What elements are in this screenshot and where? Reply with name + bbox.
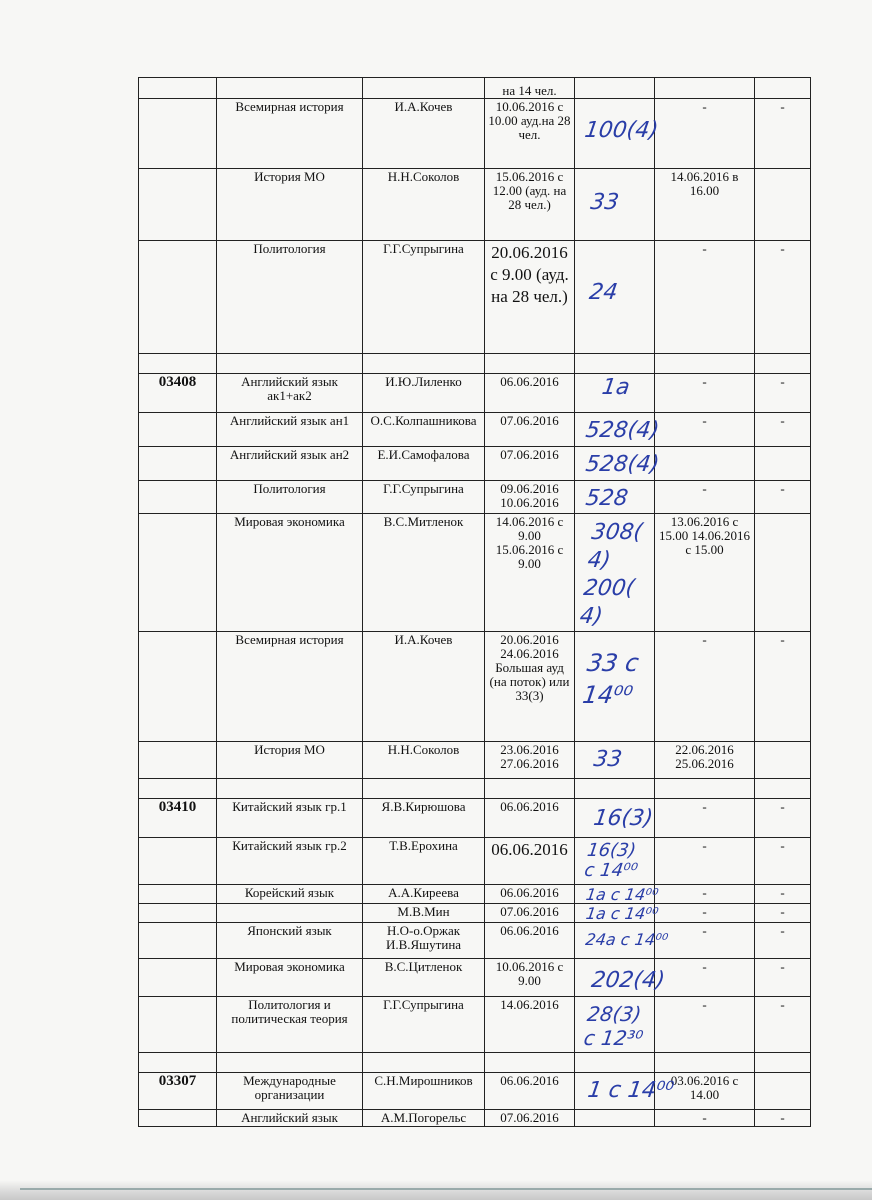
consultation-cell: 13.06.2016 с 15.00 14.06.2016 с 15.00: [655, 514, 755, 632]
handwritten-auditorium: 308(4) 200(4): [578, 520, 645, 629]
table-row: [139, 447, 811, 481]
auditorium-cell: [575, 241, 655, 354]
group-cell: [139, 481, 217, 514]
group-cell: [139, 354, 217, 374]
teacher-cell: И.Ю.Лиленко: [363, 374, 485, 413]
group-number: 03410: [139, 799, 217, 838]
group-cell: [139, 923, 217, 959]
date-cell: 23.06.2016 27.06.2016: [485, 742, 575, 779]
auditorium-cell: [575, 514, 655, 632]
auditorium-cell: [575, 959, 667, 997]
date-cell: 10.06.2016 с 10.00 ауд.на 28 чел.: [485, 99, 575, 169]
date-cell: 07.06.2016: [485, 447, 575, 481]
handwritten-auditorium: 1 с 14⁰⁰: [586, 1078, 676, 1103]
subject-cell: Китайский язык гр.1: [217, 799, 363, 838]
subject-cell: [217, 1053, 363, 1073]
group-number: 03307: [139, 1073, 217, 1110]
handwritten-auditorium: 16(3) с 14⁰⁰: [583, 840, 639, 881]
handwritten-auditorium: 100(4): [583, 118, 660, 143]
table-row: [139, 904, 811, 923]
handwritten-auditorium: 1а: [600, 375, 632, 400]
group-cell: [139, 447, 217, 481]
table-row: [139, 78, 811, 99]
note-cell: -: [755, 1110, 811, 1127]
table-row: [139, 799, 811, 838]
teacher-cell: [363, 354, 485, 374]
note-cell: -: [755, 904, 811, 923]
consultation-cell: -: [655, 241, 755, 354]
auditorium-cell: [575, 169, 655, 241]
table-row: [139, 838, 811, 885]
subject-cell: Китайский язык гр.2: [217, 838, 363, 885]
consultation-cell: [655, 1053, 755, 1073]
date-cell: 14.06.2016: [485, 997, 575, 1053]
handwritten-auditorium: 24а с 14⁰⁰: [584, 930, 670, 949]
handwritten-auditorium: 33: [588, 190, 621, 215]
teacher-cell: А.А.Киреева: [363, 885, 485, 904]
teacher-cell: Г.Г.Супрыгина: [363, 241, 485, 354]
note-cell: [755, 169, 811, 241]
note-cell: -: [755, 959, 811, 997]
table-row: [139, 169, 811, 241]
subject-cell: Английский язык ан2: [217, 447, 363, 481]
auditorium-cell: [575, 838, 655, 885]
note-cell: -: [755, 413, 811, 447]
auditorium-cell: [575, 779, 655, 799]
table-row: [139, 374, 811, 413]
teacher-cell: А.М.Погорельс: [363, 1110, 485, 1127]
group-cell: [139, 241, 217, 354]
auditorium-cell: [575, 354, 655, 374]
note-cell: -: [755, 838, 811, 885]
note-cell: -: [755, 885, 811, 904]
consultation-cell: -: [655, 904, 755, 923]
subject-cell: Корейский язык: [217, 885, 363, 904]
auditorium-cell: [575, 1053, 655, 1073]
table-row: [139, 923, 811, 959]
note-cell: [755, 779, 811, 799]
auditorium-cell: [575, 1073, 676, 1110]
consultation-cell: -: [655, 923, 755, 959]
note-cell: -: [755, 481, 811, 514]
group-cell: [139, 514, 217, 632]
auditorium-cell: [575, 481, 655, 514]
table-row: [139, 354, 811, 374]
table-row: [139, 997, 811, 1053]
auditorium-cell: [575, 99, 660, 169]
note-cell: [755, 742, 811, 779]
table-row: [139, 241, 811, 354]
auditorium-cell: [575, 374, 655, 413]
subject-cell: Всемирная история: [217, 632, 363, 742]
auditorium-cell: [575, 997, 655, 1053]
table-row: [139, 99, 811, 169]
note-cell: -: [755, 632, 811, 742]
subject-cell: История МО: [217, 169, 363, 241]
teacher-cell: [363, 78, 485, 99]
table-row: [139, 632, 811, 742]
note-cell: [755, 514, 811, 632]
teacher-cell: Я.В.Кирюшова: [363, 799, 485, 838]
teacher-cell: О.С.Колпашникова: [363, 413, 485, 447]
table-row: [139, 1073, 811, 1110]
auditorium-cell: [575, 632, 655, 742]
subject-cell: Японский язык: [217, 923, 363, 959]
teacher-cell: Т.В.Ерохина: [363, 838, 485, 885]
subject-cell: [217, 779, 363, 799]
subject-cell: Политология: [217, 241, 363, 354]
handwritten-auditorium: 528(4): [584, 418, 661, 443]
consultation-cell: 03.06.2016 с 14.00: [655, 1073, 755, 1110]
group-cell: [139, 997, 217, 1053]
note-cell: -: [755, 997, 811, 1053]
date-cell: 06.06.2016: [485, 923, 575, 959]
date-cell: [485, 779, 575, 799]
auditorium-cell: [575, 904, 660, 923]
handwritten-auditorium: 528(4): [584, 452, 661, 477]
teacher-cell: Н.Н.Соколов: [363, 169, 485, 241]
note-cell: [755, 78, 811, 99]
auditorium-cell: [575, 885, 660, 904]
group-number: 03408: [139, 374, 217, 413]
consultation-cell: -: [655, 838, 755, 885]
table-row: [139, 514, 811, 632]
teacher-cell: Н.О-о.Оржак И.В.Яшутина: [363, 923, 485, 959]
teacher-cell: Н.Н.Соколов: [363, 742, 485, 779]
table-row: [139, 885, 811, 904]
table-row: [139, 779, 811, 799]
auditorium-cell: [575, 742, 655, 779]
note-cell: [755, 1073, 811, 1110]
auditorium-cell: [575, 799, 655, 838]
subject-cell: Политология и политическая теория: [217, 997, 363, 1053]
consultation-cell: -: [655, 413, 755, 447]
teacher-cell: И.А.Кочев: [363, 632, 485, 742]
teacher-cell: [363, 779, 485, 799]
group-cell: [139, 904, 217, 923]
auditorium-cell: [575, 447, 661, 481]
table-row: [139, 1110, 811, 1127]
note-cell: -: [755, 99, 811, 169]
teacher-cell: Е.И.Самофалова: [363, 447, 485, 481]
handwritten-auditorium: 24: [587, 280, 620, 305]
table-row: [139, 742, 811, 779]
consultation-cell: 22.06.2016 25.06.2016: [655, 742, 755, 779]
consultation-cell: -: [655, 481, 755, 514]
date-cell: 07.06.2016: [485, 413, 575, 447]
table-row: [139, 1053, 811, 1073]
exam-schedule-table: [138, 77, 811, 1127]
handwritten-auditorium: 1а с 14⁰⁰: [584, 904, 660, 923]
consultation-cell: -: [655, 799, 755, 838]
date-cell: 14.06.2016 с 9.00 15.06.2016 с 9.00: [485, 514, 575, 632]
group-cell: [139, 1110, 217, 1127]
handwritten-auditorium: 528: [584, 486, 630, 511]
date-cell: 20.06.2016 24.06.2016 Большая ауд (на поток) или 33(3): [485, 632, 575, 742]
handwritten-auditorium: 33: [592, 747, 624, 772]
consultation-cell: -: [655, 632, 755, 742]
note-cell: [755, 1053, 811, 1073]
group-cell: [139, 1053, 217, 1073]
consultation-cell: [655, 447, 755, 481]
consultation-cell: -: [655, 959, 755, 997]
teacher-cell: Г.Г.Супрыгина: [363, 481, 485, 514]
teacher-cell: В.С.Митленок: [363, 514, 485, 632]
group-cell: [139, 413, 217, 447]
subject-cell: [217, 904, 363, 923]
subject-cell: Всемирная история: [217, 99, 363, 169]
teacher-cell: Г.Г.Супрыгина: [363, 997, 485, 1053]
date-cell: [485, 1053, 575, 1073]
handwritten-auditorium: 33 с 14⁰⁰: [580, 649, 641, 709]
date-cell: 20.06.2016 с 9.00 (ауд. на 28 чел.): [485, 241, 575, 354]
consultation-cell: [655, 779, 755, 799]
group-cell: [139, 885, 217, 904]
note-cell: -: [755, 241, 811, 354]
subject-cell: Мировая экономика: [217, 514, 363, 632]
date-cell: 09.06.2016 10.06.2016: [485, 481, 575, 514]
subject-cell: История МО: [217, 742, 363, 779]
consultation-cell: -: [655, 997, 755, 1053]
date-cell: 06.06.2016: [485, 799, 575, 838]
subject-cell: Английский язык: [217, 1110, 363, 1127]
subject-cell: Мировая экономика: [217, 959, 363, 997]
subject-cell: Международные организации: [217, 1073, 363, 1110]
note-cell: -: [755, 374, 811, 413]
date-cell: 06.06.2016: [485, 838, 575, 885]
group-cell: [139, 169, 217, 241]
consultation-cell: -: [655, 885, 755, 904]
date-cell: [485, 354, 575, 374]
consultation-cell: [655, 78, 755, 99]
table-row: [139, 481, 811, 514]
date-cell: 07.06.2016: [485, 904, 575, 923]
group-cell: [139, 779, 217, 799]
date-cell: 15.06.2016 с 12.00 (ауд. на 28 чел.): [485, 169, 575, 241]
group-cell: [139, 742, 217, 779]
table-row: [139, 413, 811, 447]
handwritten-auditorium: 202(4): [589, 968, 667, 993]
group-cell: [139, 959, 217, 997]
scan-page-edge: [0, 1180, 872, 1200]
consultation-cell: -: [655, 374, 755, 413]
date-cell: 10.06.2016 с 9.00: [485, 959, 575, 997]
auditorium-cell: [575, 923, 670, 959]
subject-cell: [217, 354, 363, 374]
group-cell: [139, 632, 217, 742]
note-cell: [755, 447, 811, 481]
note-cell: -: [755, 923, 811, 959]
auditorium-cell: [575, 1110, 655, 1127]
auditorium-cell: [575, 413, 661, 447]
subject-cell: Политология: [217, 481, 363, 514]
handwritten-auditorium: 1а с 14⁰⁰: [584, 885, 660, 904]
date-cell: 06.06.2016: [485, 1073, 575, 1110]
teacher-cell: М.В.Мин: [363, 904, 485, 923]
consultation-cell: -: [655, 99, 755, 169]
auditorium-cell: [575, 78, 655, 99]
date-cell: 06.06.2016: [485, 374, 575, 413]
group-cell: [139, 838, 217, 885]
date-cell: на 14 чел.: [485, 78, 575, 99]
group-cell: [139, 78, 217, 99]
handwritten-auditorium: 16(3): [591, 806, 655, 831]
teacher-cell: И.А.Кочев: [363, 99, 485, 169]
subject-cell: Английский язык ак1+ак2: [217, 374, 363, 413]
consultation-cell: -: [655, 1110, 755, 1127]
teacher-cell: В.С.Цитленок: [363, 959, 485, 997]
subject-cell: [217, 78, 363, 99]
note-cell: [755, 354, 811, 374]
date-cell: 07.06.2016: [485, 1110, 575, 1127]
consultation-cell: [655, 354, 755, 374]
group-cell: [139, 99, 217, 169]
note-cell: -: [755, 799, 811, 838]
subject-cell: Английский язык ан1: [217, 413, 363, 447]
date-cell: 06.06.2016: [485, 885, 575, 904]
consultation-cell: 14.06.2016 в 16.00: [655, 169, 755, 241]
handwritten-auditorium: 28(3) с 12³⁰: [582, 1002, 645, 1050]
teacher-cell: [363, 1053, 485, 1073]
teacher-cell: С.Н.Мирошников: [363, 1073, 485, 1110]
table-row: [139, 959, 811, 997]
